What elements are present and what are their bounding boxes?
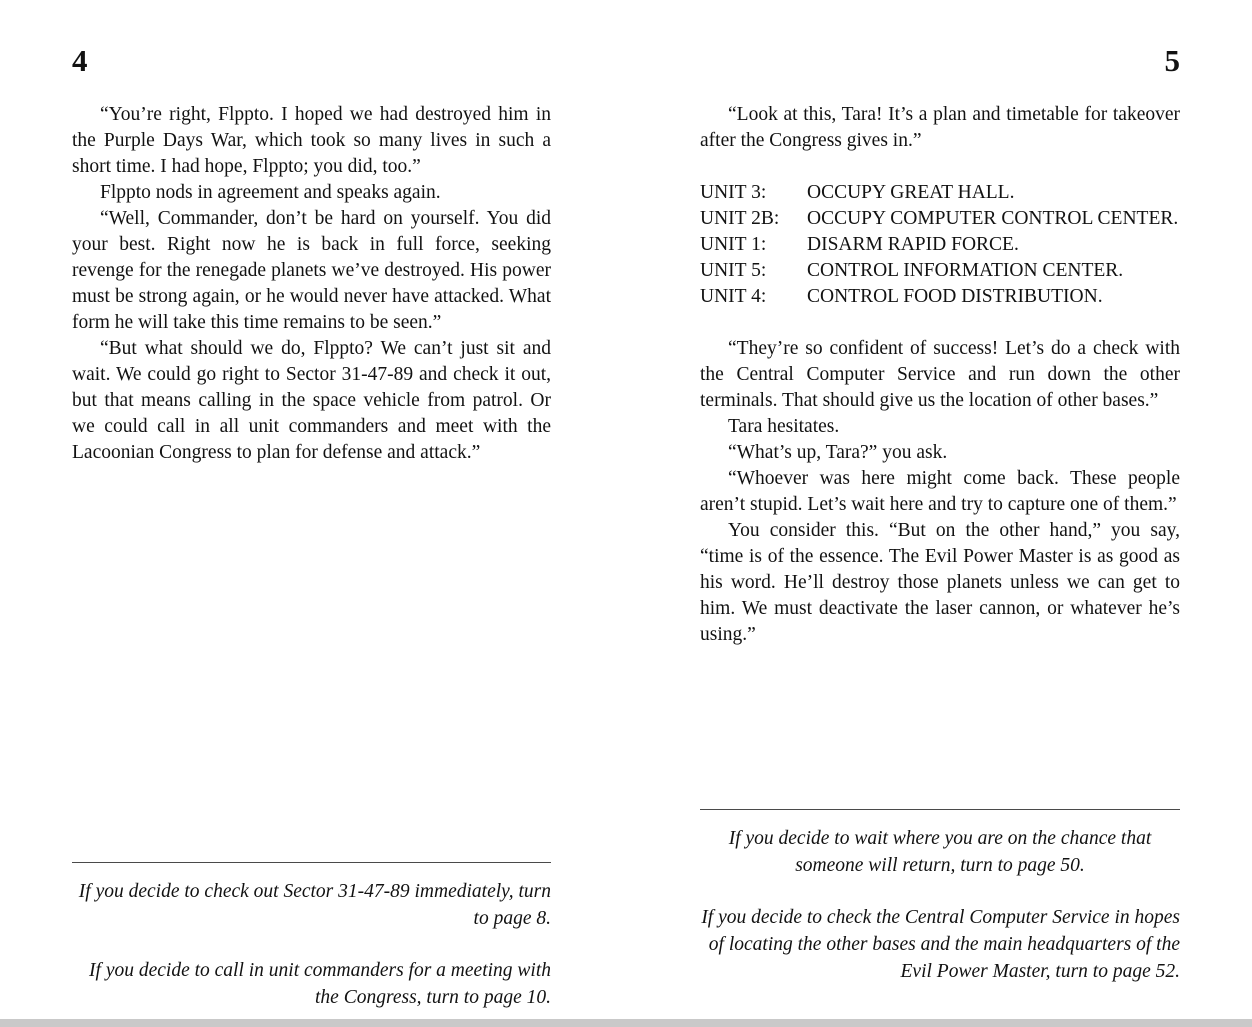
paragraph: “But what should we do, Flppto? We can’t just sit and wait. We could go right to Sector 31-47-89 and check it out, but that means calling in the space vehicle from patrol. Or we could call in all unit commanders and meet with the Lacoonian Congress to plan for defense and attack.”	[72, 338, 551, 464]
unit-row	[700, 180, 1180, 206]
paragraph: “They’re so confident of success! Let’s do a check with the Central Computer Service and run down the other terminals. That should give us the location of other bases.”	[700, 338, 1180, 412]
page-left	[72, 0, 551, 1027]
unit-action: OCCUPY COMPUTER CONTROL CENTER.	[807, 208, 1179, 230]
page-left-body	[72, 102, 551, 466]
unit-label: UNIT 4:	[700, 286, 767, 308]
choice-option: If you decide to wait where you are on the chance that someone will return, turn to page 50.	[728, 828, 1152, 876]
page-number-right: 5	[1164, 43, 1180, 78]
unit-list	[700, 180, 1180, 310]
paragraph: Flppto nods in agreement and speaks again.	[100, 182, 441, 204]
paragraph: “You’re right, Flppto. I hoped we had destroyed him in the Purple Days War, which took so many lives in such a short time. I had hope, Flppto; you did, too.”	[72, 104, 551, 178]
unit-row	[700, 232, 1180, 258]
unit-action: CONTROL FOOD DISTRIBUTION.	[807, 286, 1103, 308]
paragraph: You consider this. “But on the other hand,” you say, “time is of the essence. The Evil Power Master is as good as his word. He’ll destroy those planets unless we can get to him. We must deactivate the laser cannon, or whatever he’s using.”	[700, 520, 1180, 646]
paragraph: “Well, Commander, don’t be hard on yourself. You did your best. Right now he is back in full force, seeking revenge for the renegade planets we’ve destroyed. His power must be strong again, or he would never have attacked. What form he will take this time remains to be seen.”	[72, 208, 551, 334]
unit-action: DISARM RAPID FORCE.	[807, 234, 1019, 256]
unit-label: UNIT 5:	[700, 260, 767, 282]
paragraph: “What’s up, Tara?” you ask.	[728, 442, 948, 464]
unit-label: UNIT 1:	[700, 234, 767, 256]
page-right	[700, 0, 1180, 1027]
choice-option: If you decide to check out Sector 31-47-89 immediately, turn to page 8.	[78, 881, 551, 929]
unit-action: OCCUPY GREAT HALL.	[807, 182, 1015, 204]
paragraph: Tara hesitates.	[728, 416, 840, 438]
paragraph: “Look at this, Tara! It’s a plan and timetable for takeover after the Congress gives in.”	[700, 104, 1180, 152]
choice-section-right	[700, 809, 1180, 985]
choice-section-left	[72, 862, 551, 1011]
unit-row	[700, 258, 1180, 284]
unit-row	[700, 206, 1180, 232]
choice-divider	[72, 862, 551, 863]
page-bottom-edge	[0, 1019, 1252, 1027]
paragraph: “Whoever was here might come back. These people aren’t stupid. Let’s wait here and try to capture one of them.”	[700, 468, 1180, 516]
choice-option: If you decide to check the Central Computer Service in hopes of locating the other bases and the main headquarters of the Evil Power Master, turn to page 52.	[701, 907, 1180, 982]
choice-option: If you decide to call in unit commanders for a meeting with the Congress, turn to page 10.	[89, 960, 551, 1008]
unit-label: UNIT 2B:	[700, 208, 780, 230]
page-number-left: 4	[72, 43, 88, 78]
page-right-body	[700, 102, 1180, 648]
unit-row	[700, 284, 1180, 310]
choice-divider	[700, 809, 1180, 810]
unit-action: CONTROL INFORMATION CENTER.	[807, 260, 1124, 282]
unit-label: UNIT 3:	[700, 182, 767, 204]
